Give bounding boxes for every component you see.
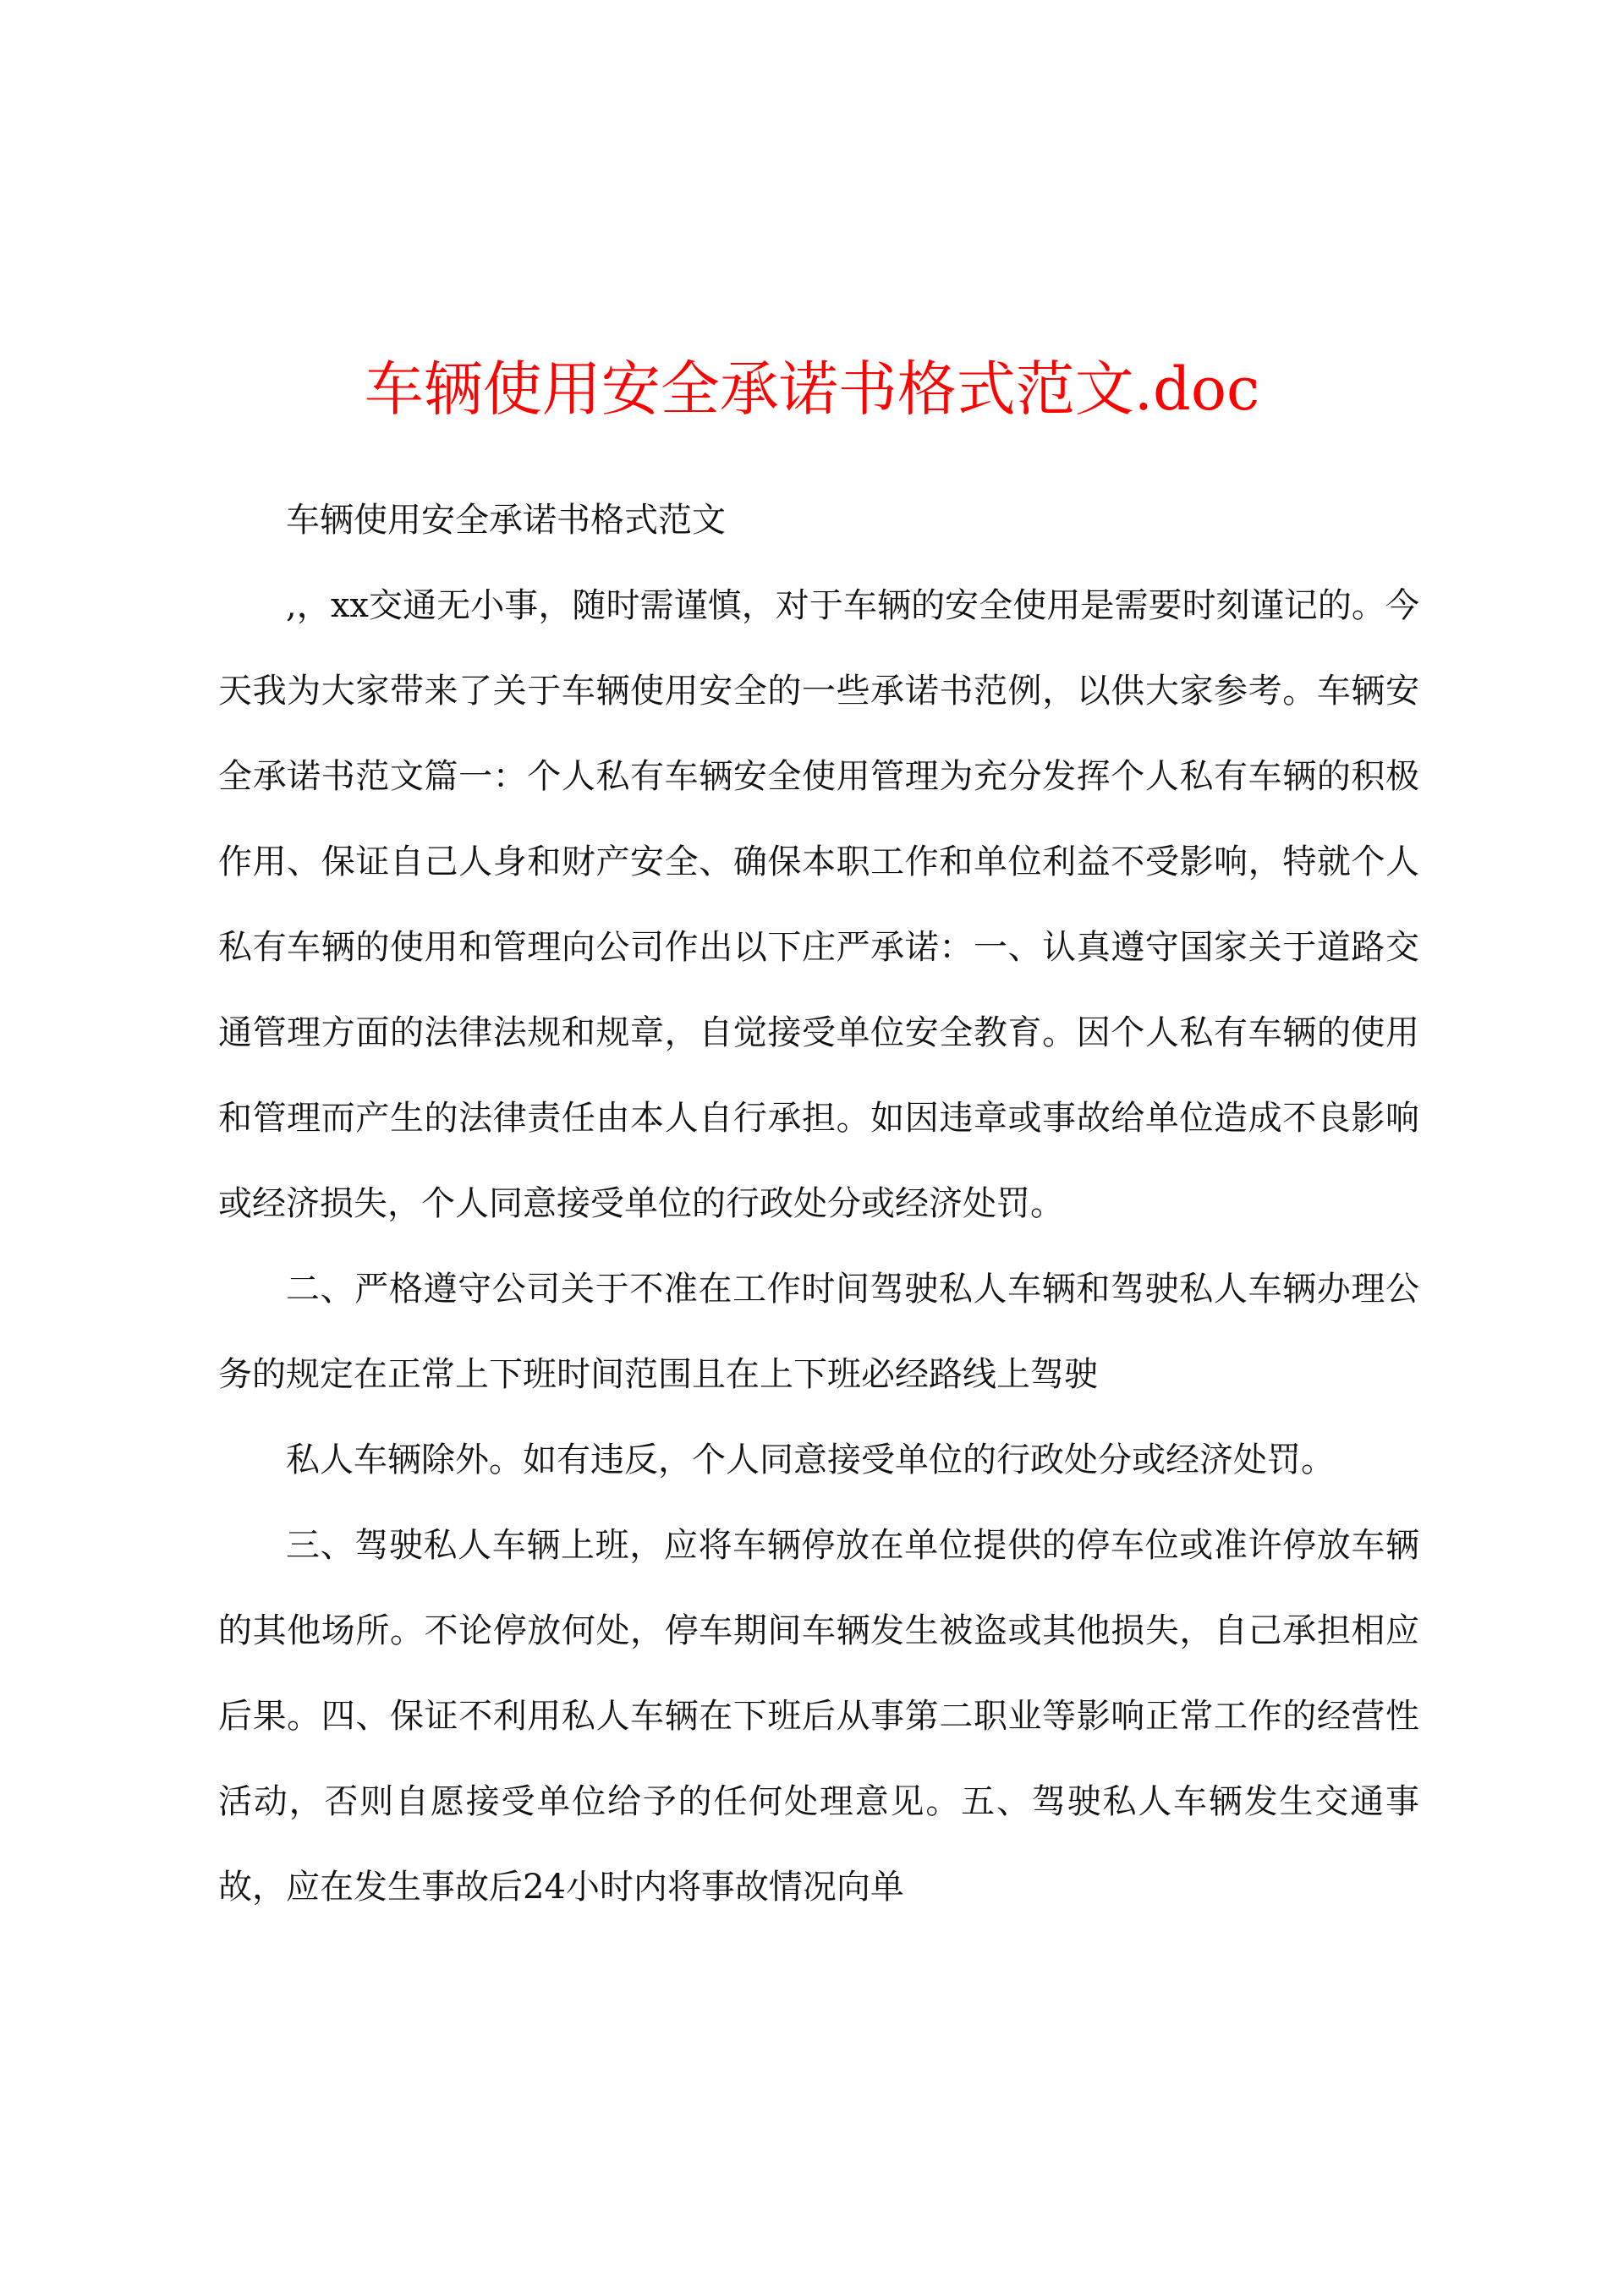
paragraph-heading: 车辆使用安全承诺书格式范文 [286, 501, 726, 540]
paragraph: 私人车辆除外。如有违反，个人同意接受单位的行政处分或经济处罚。 [286, 1441, 1335, 1479]
paragraph: ,，xx交通无小事，随时需谨慎，对于车辆的安全使用是需要时刻谨记的。今天我为大家带来了关于车辆使用安全的一些承诺书范例，以供大家参考。车辆安全承诺书范文篇一：个人私有车辆安全使用管理为充分发挥个人私有车辆的积极作用、保证自己人身和财产安全、确保本职工作和单位利益不受影响，特就个人私有车辆的使用和管理向公司作出以下庄严承诺：一、认真遵守国家关于道路交通管理方面的法律法规和规章，自觉接受单位安全教育。因个人私有车辆的使用和管理而产生的法律责任由本人自行承担。如因违章或事故给单位造成不良影响或经济损失，个人同意接受单位的行政处分或经济处罚。 [218, 586, 1419, 1223]
paragraph: 二、严格遵守公司关于不准在工作时间驾驶私人车辆和驾驶私人车辆办理公务的规定在正常上下班时间范围且在上下班必经路线上驾驶 [218, 1270, 1419, 1394]
paragraph: 三、驾驶私人车辆上班，应将车辆停放在单位提供的停车位或准许停放车辆的其他场所。不论停放何处，停车期间车辆发生被盗或其他损失，自己承担相应后果。四、保证不利用私人车辆在下班后从事第二职业等影响正常工作的经营性活动，否则自愿接受单位给予的任何处理意见。五、驾驶私人车辆发生交通事故，应在发生事故后24小时内将事故情况向单 [218, 1526, 1419, 1907]
document-title: 车辆使用安全承诺书格式范文.doc [364, 354, 1260, 424]
document-body [218, 478, 1419, 1930]
